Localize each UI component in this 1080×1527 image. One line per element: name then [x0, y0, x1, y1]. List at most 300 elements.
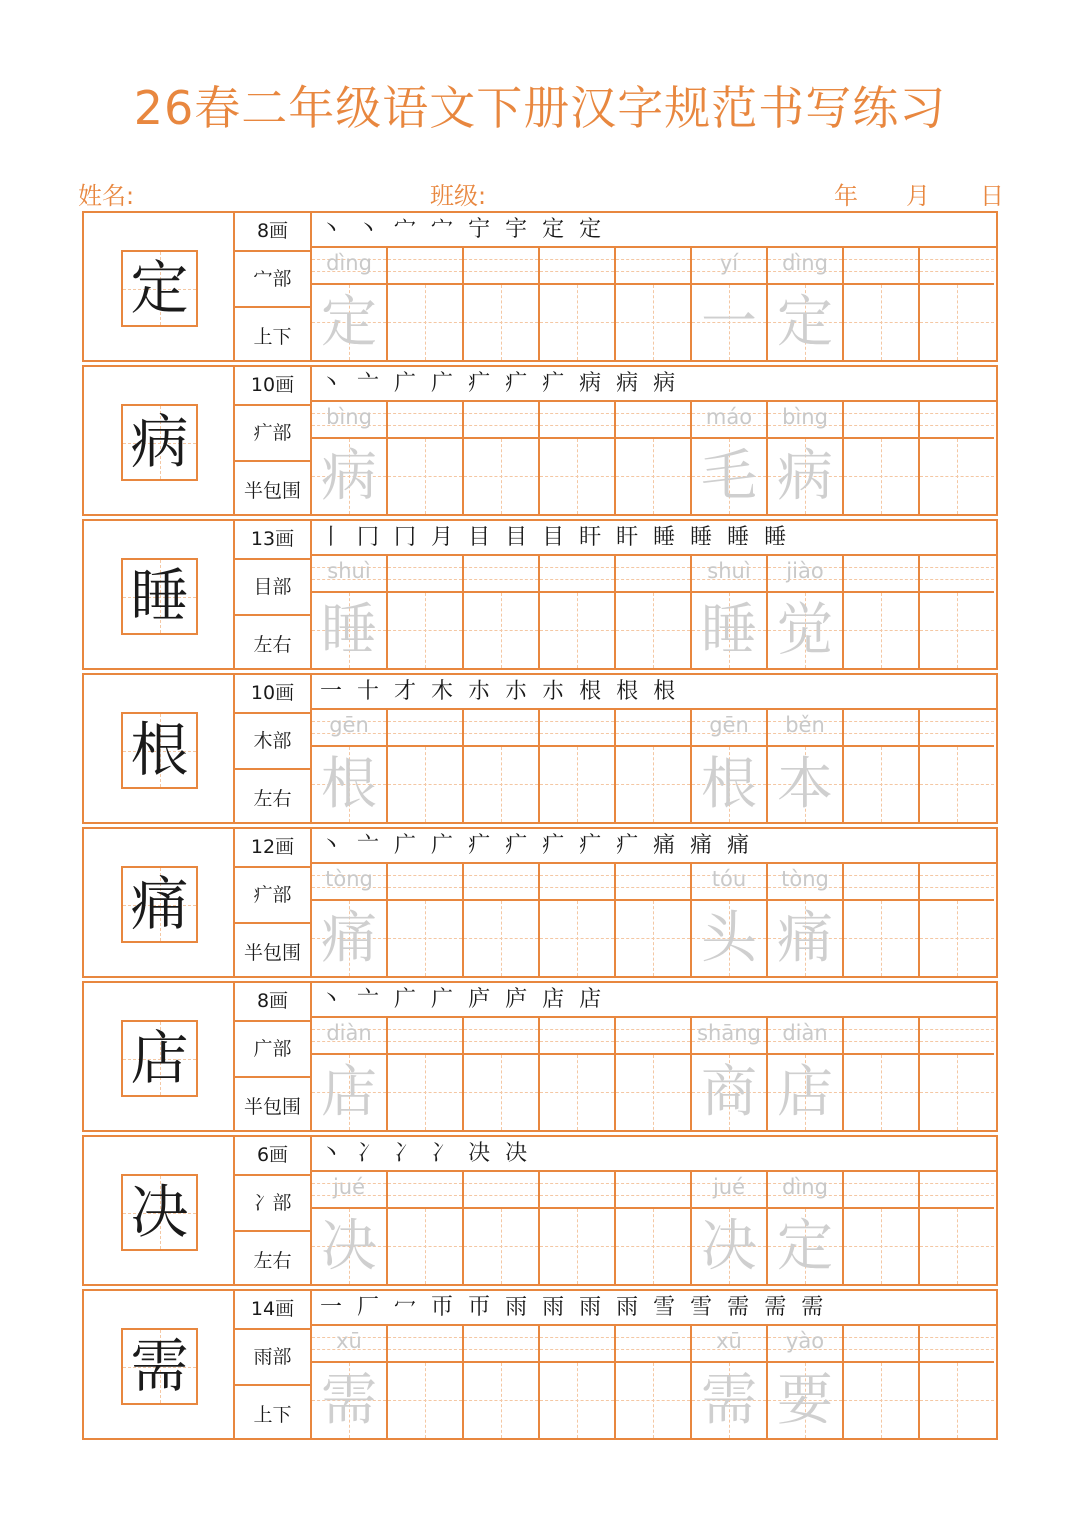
structure: 半包围 [243, 480, 301, 502]
writing-cell[interactable] [844, 248, 920, 360]
pinyin-row [540, 710, 614, 747]
pinyin-row [464, 1172, 538, 1209]
structure: 半包围 [243, 942, 301, 964]
writing-cell[interactable] [464, 1326, 540, 1438]
model-character-cell [82, 365, 235, 516]
word-pinyin: bìng [782, 405, 828, 429]
writing-cell[interactable] [464, 1172, 540, 1284]
model-character-cell [82, 1289, 235, 1440]
character-square [768, 593, 842, 668]
stroke-step: 病 [579, 371, 606, 396]
character-info [235, 211, 312, 362]
stroke-order [312, 365, 998, 402]
stroke-step: 丶 [320, 987, 347, 1012]
writing-cell[interactable] [388, 710, 464, 822]
character-square [844, 747, 918, 822]
character-square [692, 901, 766, 976]
pinyin-row [312, 710, 386, 747]
word-character: 根 [701, 752, 757, 817]
writing-cell[interactable] [692, 556, 768, 668]
stroke-step: 痛 [653, 833, 680, 858]
writing-cell[interactable] [692, 864, 768, 976]
writing-cell[interactable] [540, 1172, 616, 1284]
pinyin-row [768, 1172, 842, 1209]
writing-cell[interactable] [388, 248, 464, 360]
trace-pinyin: jué [332, 1175, 366, 1199]
trace-character: 决 [321, 1214, 377, 1279]
pinyin-row [616, 1172, 690, 1209]
model-character-cell [82, 827, 235, 978]
stroke-step: 睡 [690, 525, 717, 550]
character-square [616, 285, 690, 360]
character-square [312, 439, 386, 514]
character-square [692, 1055, 766, 1130]
pinyin-row [844, 1172, 918, 1209]
pinyin-row [464, 864, 538, 901]
stroke-order [312, 827, 998, 864]
word-character: 睡 [701, 598, 757, 663]
pinyin-row [844, 710, 918, 747]
stroke-order [312, 211, 998, 248]
stroke-step: 广 [431, 833, 458, 858]
writing-cell[interactable] [920, 248, 998, 360]
character-info [235, 981, 312, 1132]
pinyin-row [540, 1172, 614, 1209]
pinyin-row [692, 864, 766, 901]
stroke-step: 疒 [542, 833, 569, 858]
writing-cell[interactable] [768, 1018, 844, 1130]
writing-cell[interactable] [312, 556, 388, 668]
practice-block [82, 1289, 998, 1440]
character-square [616, 1209, 690, 1284]
stroke-step: 疒 [542, 371, 569, 396]
writing-cell[interactable] [616, 1018, 692, 1130]
writing-cell[interactable] [388, 1172, 464, 1284]
stroke-step: 病 [653, 371, 680, 396]
trace-pinyin: bìng [326, 405, 372, 429]
year-label: 年 [834, 182, 858, 210]
stroke-step: 店 [579, 987, 606, 1012]
writing-cell[interactable] [920, 864, 998, 976]
stroke-step: 根 [579, 679, 606, 704]
trace-character: 定 [321, 290, 377, 355]
radical: 疒部 [235, 868, 310, 924]
word-pinyin: dìng [782, 251, 828, 275]
word-character: 一 [701, 290, 757, 355]
writing-cell[interactable] [692, 1326, 768, 1438]
writing-cell[interactable] [692, 248, 768, 360]
stroke-step: 广 [394, 371, 421, 396]
character-square [616, 1055, 690, 1130]
stroke-step: 目 [542, 525, 569, 550]
stroke-step: 雨 [616, 1295, 643, 1320]
writing-cell[interactable] [692, 1172, 768, 1284]
character-square [920, 1055, 994, 1130]
word-character: 需 [701, 1368, 757, 1433]
trace-pinyin: diàn [326, 1021, 372, 1045]
character-square [540, 1363, 614, 1438]
stroke-count: 10画 [235, 675, 310, 714]
stroke-step: 定 [542, 217, 569, 242]
character-square [388, 439, 462, 514]
stroke-step: 丶 [320, 1141, 347, 1166]
character-square [692, 285, 766, 360]
word-pinyin: gēn [709, 713, 749, 737]
model-character-cell [82, 1135, 235, 1286]
character-square [464, 593, 538, 668]
trace-pinyin: xū [336, 1329, 362, 1353]
word-character: 定 [777, 290, 833, 355]
class-label: 班级: [430, 182, 487, 210]
writing-cell[interactable] [616, 1326, 692, 1438]
stroke-step: 木 [431, 679, 458, 704]
stroke-step: 广 [431, 987, 458, 1012]
stroke-count: 8画 [235, 213, 310, 252]
writing-cell[interactable] [464, 556, 540, 668]
character-square [844, 1209, 918, 1284]
writing-cell[interactable] [844, 556, 920, 668]
character-square [844, 1055, 918, 1130]
stroke-step: 宀 [394, 217, 421, 242]
character-square [692, 747, 766, 822]
stroke-step: 需 [727, 1295, 754, 1320]
writing-cell[interactable] [616, 402, 692, 514]
model-character: 决 [130, 1178, 189, 1246]
stroke-step: 丶 [320, 833, 347, 858]
stroke-count: 12画 [235, 829, 310, 868]
model-character: 需 [130, 1332, 189, 1400]
character-square [464, 901, 538, 976]
character-square [616, 439, 690, 514]
writing-cell[interactable] [312, 710, 388, 822]
pinyin-row [616, 556, 690, 593]
model-character-box [121, 1174, 198, 1251]
word-character: 店 [777, 1060, 833, 1125]
stroke-step: 决 [468, 1141, 495, 1166]
practice-block [82, 211, 998, 362]
pinyin-row [312, 1172, 386, 1209]
pinyin-row [844, 1018, 918, 1055]
model-character-box [121, 1328, 198, 1405]
character-square [540, 285, 614, 360]
pinyin-row [616, 864, 690, 901]
character-square [616, 1363, 690, 1438]
character-square [844, 901, 918, 976]
word-character: 要 [777, 1368, 833, 1433]
model-character-cell [82, 519, 235, 670]
pinyin-row [692, 248, 766, 285]
month-label: 月 [906, 182, 930, 210]
trace-pinyin: tòng [325, 867, 373, 891]
pinyin-row [312, 556, 386, 593]
writing-cell[interactable] [312, 402, 388, 514]
writing-cell[interactable] [616, 1172, 692, 1284]
writing-cell[interactable] [312, 248, 388, 360]
character-square [768, 1363, 842, 1438]
trace-character: 病 [321, 444, 377, 509]
stroke-step: 丨 [320, 525, 347, 550]
writing-cell[interactable] [768, 402, 844, 514]
stroke-step: 痛 [690, 833, 717, 858]
writing-cell[interactable] [920, 1172, 998, 1284]
pinyin-row [692, 556, 766, 593]
model-character-cell [82, 211, 235, 362]
character-square [464, 1055, 538, 1130]
word-pinyin: jiào [786, 559, 824, 583]
writing-cell[interactable] [464, 402, 540, 514]
word-character: 觉 [777, 598, 833, 663]
character-square [312, 1209, 386, 1284]
pinyin-row [312, 1018, 386, 1055]
stroke-step: 根 [653, 679, 680, 704]
stroke-step: 目 [505, 525, 532, 550]
stroke-step: 十 [357, 679, 384, 704]
writing-cell[interactable] [464, 864, 540, 976]
character-square [540, 593, 614, 668]
stroke-count: 14画 [235, 1291, 310, 1330]
practice-block [82, 981, 998, 1132]
stroke-step: 庐 [505, 987, 532, 1012]
writing-cell[interactable] [312, 1172, 388, 1284]
character-info [235, 365, 312, 516]
character-square [540, 1055, 614, 1130]
stroke-step: 雨 [542, 1295, 569, 1320]
character-square [312, 901, 386, 976]
character-square [388, 285, 462, 360]
stroke-step: 庐 [468, 987, 495, 1012]
character-square [768, 439, 842, 514]
model-character: 根 [130, 716, 189, 784]
stroke-step: 帀 [468, 1295, 495, 1320]
character-info [235, 673, 312, 824]
pinyin-row [540, 402, 614, 439]
stroke-count: 6画 [235, 1137, 310, 1176]
writing-cell[interactable] [692, 710, 768, 822]
writing-cell[interactable] [616, 248, 692, 360]
character-square [920, 747, 994, 822]
character-square [540, 1209, 614, 1284]
radical: 宀部 [235, 252, 310, 308]
writing-cell[interactable] [388, 1326, 464, 1438]
character-square [616, 593, 690, 668]
writing-cell[interactable] [768, 248, 844, 360]
pinyin-row [540, 1326, 614, 1363]
character-square [312, 593, 386, 668]
day-label: 日 [980, 182, 1004, 210]
stroke-step: 疒 [468, 833, 495, 858]
pinyin-row [464, 1018, 538, 1055]
word-character: 头 [701, 906, 757, 971]
word-pinyin: xū [716, 1329, 742, 1353]
word-pinyin: běn [785, 713, 825, 737]
writing-cell[interactable] [844, 864, 920, 976]
stroke-step: 亠 [357, 987, 384, 1012]
stroke-step: 定 [579, 217, 606, 242]
character-info [235, 1289, 312, 1440]
character-square [768, 285, 842, 360]
word-pinyin: jué [712, 1175, 746, 1199]
model-character: 店 [130, 1024, 189, 1092]
model-character-cell [82, 673, 235, 824]
writing-cell[interactable] [768, 710, 844, 822]
word-pinyin: shuì [707, 559, 751, 583]
writing-cell[interactable] [844, 402, 920, 514]
stroke-step: 疒 [616, 833, 643, 858]
writing-cell[interactable] [464, 1018, 540, 1130]
word-pinyin: máo [705, 405, 753, 429]
pinyin-row [844, 402, 918, 439]
stroke-step: 宁 [468, 217, 495, 242]
writing-cell[interactable] [388, 864, 464, 976]
writing-cell[interactable] [540, 864, 616, 976]
pinyin-row [920, 402, 994, 439]
structure: 半包围 [243, 1096, 301, 1118]
character-square [768, 1209, 842, 1284]
pinyin-row [388, 864, 462, 901]
writing-cell[interactable] [616, 710, 692, 822]
stroke-step: 冫 [357, 1141, 384, 1166]
character-info [235, 1135, 312, 1286]
writing-cell[interactable] [540, 556, 616, 668]
character-square [464, 1363, 538, 1438]
character-square [540, 439, 614, 514]
stroke-step: 月 [431, 525, 458, 550]
word-pinyin: yào [785, 1329, 825, 1353]
writing-cell[interactable] [844, 710, 920, 822]
stroke-step: 睡 [764, 525, 791, 550]
writing-cell[interactable] [844, 1018, 920, 1130]
character-square [540, 901, 614, 976]
stroke-step: 需 [801, 1295, 828, 1320]
writing-grid [312, 556, 998, 670]
stroke-step: 丶 [357, 217, 384, 242]
writing-cell[interactable] [388, 402, 464, 514]
word-pinyin: tóu [711, 867, 747, 891]
character-square [540, 747, 614, 822]
structure: 左右 [253, 634, 292, 656]
writing-cell[interactable] [616, 556, 692, 668]
writing-cell[interactable] [464, 710, 540, 822]
radical: 冫部 [235, 1176, 310, 1232]
writing-cell[interactable] [692, 402, 768, 514]
writing-cell[interactable] [920, 1326, 998, 1438]
writing-cell[interactable] [388, 1018, 464, 1130]
writing-cell[interactable] [312, 1018, 388, 1130]
writing-cell[interactable] [920, 402, 998, 514]
character-square [692, 439, 766, 514]
writing-cell[interactable] [464, 248, 540, 360]
character-square [920, 901, 994, 976]
writing-cell[interactable] [920, 1018, 998, 1130]
pinyin-row [920, 248, 994, 285]
pinyin-row [844, 864, 918, 901]
writing-cell[interactable] [920, 710, 998, 822]
writing-cell[interactable] [540, 1326, 616, 1438]
pinyin-row [388, 1018, 462, 1055]
character-square [920, 1363, 994, 1438]
writing-cell[interactable] [844, 1326, 920, 1438]
writing-grid [312, 1326, 998, 1440]
pinyin-row [464, 1326, 538, 1363]
character-square [312, 1055, 386, 1130]
pinyin-row [616, 1326, 690, 1363]
model-character: 病 [130, 408, 189, 476]
practice-block [82, 827, 998, 978]
writing-cell[interactable] [540, 248, 616, 360]
name-label: 姓名: [78, 182, 135, 210]
character-square [692, 593, 766, 668]
stroke-step: 疒 [505, 833, 532, 858]
writing-cell[interactable] [768, 864, 844, 976]
writing-cell[interactable] [540, 1018, 616, 1130]
character-info [235, 519, 312, 670]
pinyin-row [312, 248, 386, 285]
stroke-step: 宇 [505, 217, 532, 242]
writing-cell[interactable] [920, 556, 998, 668]
pinyin-row [768, 248, 842, 285]
writing-cell[interactable] [768, 1172, 844, 1284]
stroke-step: 丶 [320, 371, 347, 396]
stroke-step: 才 [394, 679, 421, 704]
pinyin-row [540, 864, 614, 901]
trace-character: 根 [321, 752, 377, 817]
structure: 上下 [253, 1404, 292, 1426]
pinyin-row [692, 1018, 766, 1055]
writing-grid [312, 402, 998, 516]
stroke-count: 13画 [235, 521, 310, 560]
pinyin-row [692, 710, 766, 747]
writing-cell[interactable] [616, 864, 692, 976]
character-square [920, 1209, 994, 1284]
stroke-step: 需 [764, 1295, 791, 1320]
pinyin-row [844, 248, 918, 285]
model-character-box [121, 250, 198, 327]
character-square [388, 747, 462, 822]
word-character: 定 [777, 1214, 833, 1279]
stroke-step: 朩 [468, 679, 495, 704]
structure: 上下 [253, 326, 292, 348]
character-square [844, 439, 918, 514]
trace-character: 睡 [321, 598, 377, 663]
stroke-step: 雨 [505, 1295, 532, 1320]
pinyin-row [464, 710, 538, 747]
writing-cell[interactable] [388, 556, 464, 668]
character-square [388, 1363, 462, 1438]
writing-cell[interactable] [312, 864, 388, 976]
radical: 目部 [235, 560, 310, 616]
word-character: 本 [777, 752, 833, 817]
word-pinyin: yí [719, 251, 739, 275]
radical: 木部 [235, 714, 310, 770]
writing-cell[interactable] [768, 1326, 844, 1438]
writing-cell[interactable] [312, 1326, 388, 1438]
character-square [312, 747, 386, 822]
writing-cell[interactable] [844, 1172, 920, 1284]
pinyin-row [616, 248, 690, 285]
writing-cell[interactable] [692, 1018, 768, 1130]
character-square [464, 1209, 538, 1284]
writing-cell[interactable] [540, 710, 616, 822]
practice-block [82, 1135, 998, 1286]
pinyin-row [312, 1326, 386, 1363]
pinyin-row [692, 402, 766, 439]
writing-cell[interactable] [540, 402, 616, 514]
radical: 雨部 [235, 1330, 310, 1386]
trace-pinyin: gēn [329, 713, 369, 737]
stroke-step: 根 [616, 679, 643, 704]
writing-cell[interactable] [768, 556, 844, 668]
stroke-step: 帀 [431, 1295, 458, 1320]
